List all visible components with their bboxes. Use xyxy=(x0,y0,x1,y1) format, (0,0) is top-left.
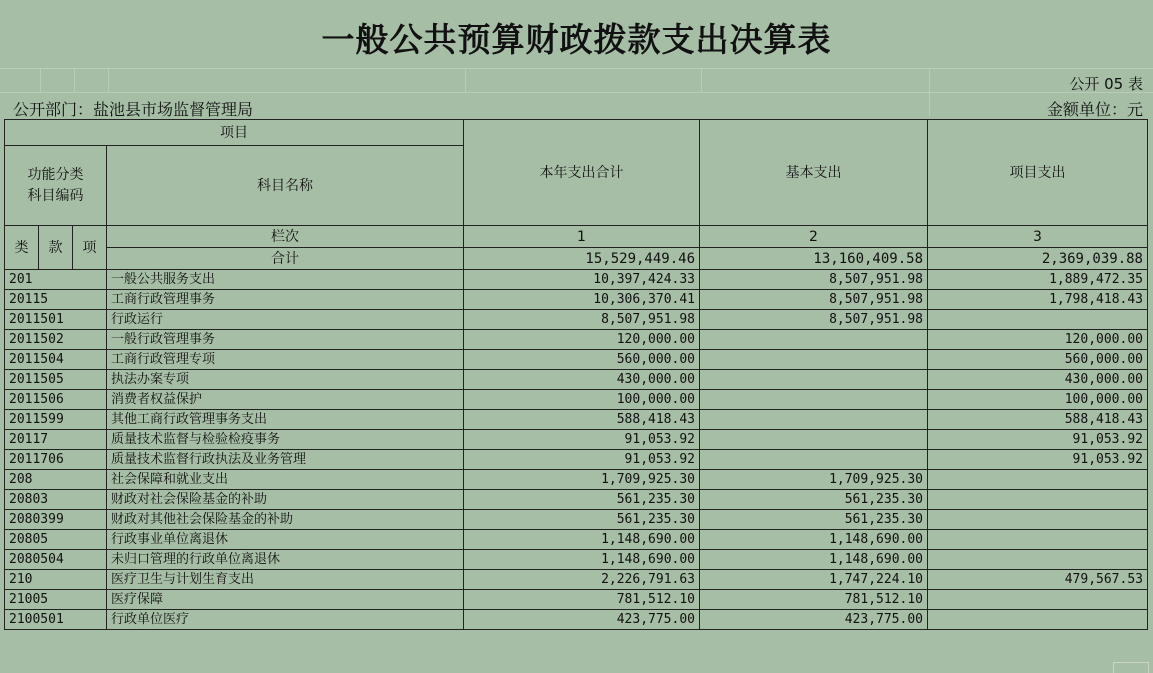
cell-total[interactable]: 561,235.30 xyxy=(464,510,700,530)
cell-total[interactable]: 91,053.92 xyxy=(464,430,700,450)
cell-total[interactable]: 91,053.92 xyxy=(464,450,700,470)
cell-basic[interactable]: 561,235.30 xyxy=(700,510,928,530)
grid-line xyxy=(465,68,466,92)
cell-name[interactable]: 执法办案专项 xyxy=(107,370,464,390)
header-func-class-text: 功能分类 xyxy=(27,166,84,183)
cell-basic[interactable]: 1,148,690.00 xyxy=(700,530,928,550)
table-row[interactable] xyxy=(5,350,1148,370)
cell-basic[interactable] xyxy=(700,410,928,430)
cell-total[interactable]: 120,000.00 xyxy=(464,330,700,350)
table-row[interactable] xyxy=(5,530,1148,550)
grid-line xyxy=(701,68,702,92)
cell-name[interactable]: 行政运行 xyxy=(107,310,464,330)
cell-project[interactable]: 588,418.43 xyxy=(928,410,1148,430)
cell-total[interactable]: 2,226,791.63 xyxy=(464,570,700,590)
cell-code[interactable]: 210 xyxy=(5,570,107,590)
cell-name[interactable]: 工商行政管理事务 xyxy=(107,290,464,310)
cell-code[interactable]: 208 xyxy=(5,470,107,490)
table-row[interactable] xyxy=(5,370,1148,390)
cell-name[interactable]: 行政事业单位离退休 xyxy=(107,530,464,550)
cell-name[interactable]: 行政单位医疗 xyxy=(107,610,464,630)
cell-total[interactable]: 781,512.10 xyxy=(464,590,700,610)
cell-total[interactable]: 1,148,690.00 xyxy=(464,530,700,550)
cell-total[interactable]: 1,709,925.30 xyxy=(464,470,700,490)
cell-basic[interactable] xyxy=(700,370,928,390)
table-row[interactable] xyxy=(5,570,1148,590)
cell-name[interactable]: 消费者权益保护 xyxy=(107,390,464,410)
cell-project[interactable] xyxy=(928,610,1148,630)
page-title: 一般公共预算财政拨款支出决算表 xyxy=(321,20,832,59)
cell-project[interactable]: 430,000.00 xyxy=(928,370,1148,390)
cell-code[interactable]: 20803 xyxy=(5,490,107,510)
grid-line xyxy=(0,92,1153,93)
header-col3: 3 xyxy=(928,226,1148,248)
cell-basic[interactable] xyxy=(700,350,928,370)
cell-project[interactable]: 1,889,472.35 xyxy=(928,270,1148,290)
cell-code[interactable]: 2080504 xyxy=(5,550,107,570)
amount-unit-label: 金额单位：元 xyxy=(1046,100,1143,119)
header-col2: 2 xyxy=(700,226,928,248)
header-subject-code-text: 科目编码 xyxy=(27,187,84,204)
cell-project[interactable] xyxy=(928,510,1148,530)
table-row[interactable] xyxy=(5,330,1148,350)
grid-line xyxy=(929,68,930,116)
table-row[interactable] xyxy=(5,270,1148,290)
table-row[interactable] xyxy=(5,410,1148,430)
table-row[interactable] xyxy=(5,430,1148,450)
header-item: 项目 xyxy=(5,120,464,146)
table-row[interactable] xyxy=(5,550,1148,570)
cell-basic[interactable] xyxy=(700,330,928,350)
cell-total[interactable]: 1,148,690.00 xyxy=(464,550,700,570)
table-row[interactable] xyxy=(5,610,1148,630)
table-row[interactable] xyxy=(5,450,1148,470)
cell-basic[interactable]: 1,747,224.10 xyxy=(700,570,928,590)
cell-code[interactable]: 20115 xyxy=(5,290,107,310)
cell-code[interactable]: 2011502 xyxy=(5,330,107,350)
cell-project[interactable]: 120,000.00 xyxy=(928,330,1148,350)
cell-project[interactable]: 1,798,418.43 xyxy=(928,290,1148,310)
cell-project[interactable] xyxy=(928,590,1148,610)
cell-name[interactable]: 一般行政管理事务 xyxy=(107,330,464,350)
cell-code[interactable]: 2011706 xyxy=(5,450,107,470)
cell-total[interactable]: 561,235.30 xyxy=(464,490,700,510)
cell-basic[interactable]: 1,148,690.00 xyxy=(700,550,928,570)
cell-total[interactable]: 100,000.00 xyxy=(464,390,700,410)
grid-line xyxy=(74,68,75,92)
cell-project[interactable] xyxy=(928,470,1148,490)
cell-code[interactable]: 2011599 xyxy=(5,410,107,430)
cell-code[interactable]: 21005 xyxy=(5,590,107,610)
cell-code[interactable]: 2011505 xyxy=(5,370,107,390)
cell-project[interactable]: 560,000.00 xyxy=(928,350,1148,370)
cell-project[interactable] xyxy=(928,310,1148,330)
cell-code[interactable]: 20117 xyxy=(5,430,107,450)
cell-name[interactable]: 一般公共服务支出 xyxy=(107,270,464,290)
cell-code[interactable]: 2011506 xyxy=(5,390,107,410)
cell-basic[interactable] xyxy=(700,450,928,470)
table-row[interactable] xyxy=(5,390,1148,410)
sum-total: 15,529,449.46 xyxy=(464,248,700,270)
cell-name[interactable]: 质量技术监督与检验检疫事务 xyxy=(107,430,464,450)
cell-code[interactable]: 2100501 xyxy=(5,610,107,630)
cell-total[interactable]: 560,000.00 xyxy=(464,350,700,370)
grid-line xyxy=(0,68,1153,69)
cell-name[interactable]: 医疗保障 xyxy=(107,590,464,610)
table-row[interactable] xyxy=(5,470,1148,490)
header-basic: 基本支出 xyxy=(700,120,928,226)
cell-name[interactable]: 工商行政管理专项 xyxy=(107,350,464,370)
cell-total[interactable]: 430,000.00 xyxy=(464,370,700,390)
cell-project[interactable] xyxy=(928,490,1148,510)
cell-project[interactable]: 91,053.92 xyxy=(928,450,1148,470)
cell-basic[interactable]: 423,775.00 xyxy=(700,610,928,630)
header-subject-name: 科目名称 xyxy=(107,146,464,226)
cell-name[interactable]: 财政对其他社会保险基金的补助 xyxy=(107,510,464,530)
cell-basic[interactable]: 781,512.10 xyxy=(700,590,928,610)
header-col1: 1 xyxy=(464,226,700,248)
cell-code[interactable]: 201 xyxy=(5,270,107,290)
cell-project[interactable]: 91,053.92 xyxy=(928,430,1148,450)
cell-total[interactable]: 10,306,370.41 xyxy=(464,290,700,310)
expenditure-table xyxy=(4,119,1148,630)
department-label: 公开部门：盐池县市场监督管理局 xyxy=(13,100,254,119)
cell-project[interactable]: 100,000.00 xyxy=(928,390,1148,410)
table-row[interactable] xyxy=(5,590,1148,610)
table-row[interactable] xyxy=(5,290,1148,310)
cell-name[interactable]: 财政对社会保险基金的补助 xyxy=(107,490,464,510)
header-xiang: 项 xyxy=(73,226,107,270)
table-number: 公开 05 表 xyxy=(1069,75,1143,93)
cell-project[interactable] xyxy=(928,550,1148,570)
cell-name[interactable]: 其他工商行政管理事务支出 xyxy=(107,410,464,430)
table-row[interactable] xyxy=(5,310,1148,330)
header-kuan: 款 xyxy=(39,226,73,270)
grid-line xyxy=(40,68,41,92)
header-column-no: 栏次 xyxy=(107,226,464,248)
sheet-corner xyxy=(1113,662,1149,673)
header-total: 本年支出合计 xyxy=(464,120,700,226)
cell-code[interactable]: 20805 xyxy=(5,530,107,550)
cell-name[interactable]: 医疗卫生与计划生育支出 xyxy=(107,570,464,590)
grid-line xyxy=(108,68,109,92)
cell-code[interactable]: 2080399 xyxy=(5,510,107,530)
sum-project: 2,369,039.88 xyxy=(928,248,1148,270)
cell-total[interactable]: 423,775.00 xyxy=(464,610,700,630)
table-row[interactable] xyxy=(5,490,1148,510)
cell-basic[interactable] xyxy=(700,390,928,410)
cell-basic[interactable] xyxy=(700,430,928,450)
header-project: 项目支出 xyxy=(928,120,1148,226)
cell-project[interactable]: 479,567.53 xyxy=(928,570,1148,590)
cell-basic[interactable]: 1,709,925.30 xyxy=(700,470,928,490)
cell-basic[interactable]: 8,507,951.98 xyxy=(700,290,928,310)
cell-name[interactable]: 质量技术监督行政执法及业务管理 xyxy=(107,450,464,470)
cell-total[interactable]: 10,397,424.33 xyxy=(464,270,700,290)
cell-name[interactable]: 社会保障和就业支出 xyxy=(107,470,464,490)
cell-basic[interactable]: 8,507,951.98 xyxy=(700,270,928,290)
header-func-class xyxy=(5,146,107,226)
table-row[interactable] xyxy=(5,510,1148,530)
cell-total[interactable]: 8,507,951.98 xyxy=(464,310,700,330)
cell-total[interactable]: 588,418.43 xyxy=(464,410,700,430)
header-lei: 类 xyxy=(5,226,39,270)
sum-label: 合计 xyxy=(107,248,464,270)
cell-code[interactable]: 2011501 xyxy=(5,310,107,330)
cell-basic[interactable]: 8,507,951.98 xyxy=(700,310,928,330)
sum-basic: 13,160,409.58 xyxy=(700,248,928,270)
cell-basic[interactable]: 561,235.30 xyxy=(700,490,928,510)
cell-code[interactable]: 2011504 xyxy=(5,350,107,370)
cell-name[interactable]: 未归口管理的行政单位离退休 xyxy=(107,550,464,570)
cell-project[interactable] xyxy=(928,530,1148,550)
